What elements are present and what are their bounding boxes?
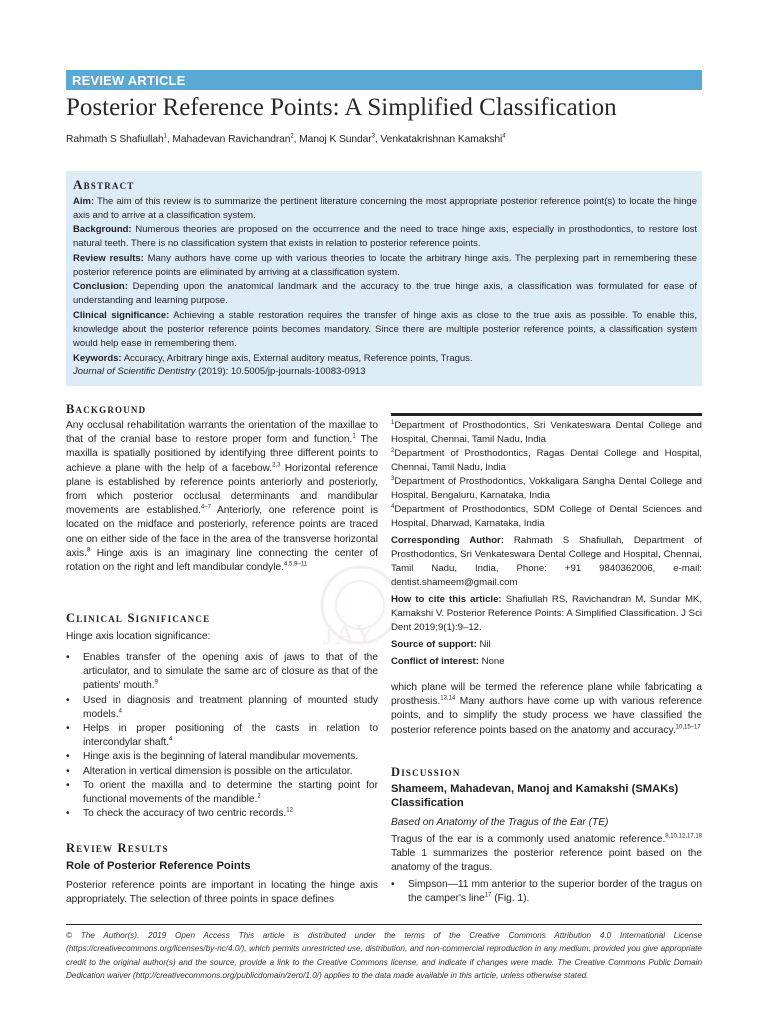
text-run: Table 1 summarizes the posterior reference point based on the anatomy of the tragus. — [391, 848, 702, 874]
journal-name: Journal of Scientific Dentistry — [73, 366, 196, 377]
article-type-label: REVIEW ARTICLE — [72, 73, 186, 88]
journal-citation — [73, 366, 366, 377]
discussion-paragraph — [391, 833, 702, 876]
abstract-review-results — [73, 252, 697, 280]
list-item-text: To check the accuracy of two centric records. — [83, 808, 287, 820]
abstract-review-label: Review results: — [73, 253, 144, 264]
list-item — [66, 779, 378, 807]
abstract-clinical-label: Clinical significance: — [73, 310, 170, 321]
abstract-conclusion-label: Conclusion: — [73, 281, 128, 292]
corresponding-author-text: Rahmath S Shafiullah, Department of Prosthodontics, Sri Venkateswara Dental College and Hospital, Chennai, Tamil Nadu, India, Phone: +91 9840362006, e-mail: dentist.shameem@gmail.com — [391, 535, 702, 588]
list-item — [66, 765, 378, 779]
clinical-bullet-list — [66, 651, 378, 821]
list-item-text: Simpson—11 mm anterior to the superior border of the tragus on the camper's line — [408, 879, 702, 905]
keywords-text: Accuracy, Arbitrary hinge axis, External auditory meatus, Reference points, Tragus. — [121, 353, 473, 364]
list-item — [66, 750, 378, 764]
text-run: Many authors have come up with various reference points, and to simplify the study process we have classified the posterior reference points based on the anatomy and accuracy. — [391, 696, 702, 736]
affiliation-marker: 1 — [391, 419, 395, 426]
affiliation-text: Department of Prosthodontics, SDM College of Dental Sciences and Hospital, Dharwad, Karnataka, India — [391, 504, 702, 529]
abstract-review-text: Many authors have come up with various theories to locate the arbitrary hinge axis. The perplexing part in remembering these posterior reference points are eliminated by arriving at a classification system. — [73, 253, 697, 278]
footer-divider — [66, 924, 702, 925]
how-to-cite-label: How to cite this article: — [391, 594, 502, 605]
reference-marker: 2,3 — [272, 462, 281, 469]
affiliation-divider — [391, 413, 702, 416]
affiliation-item — [391, 447, 702, 475]
author-name: Mahadevan Ravichandran — [172, 134, 291, 145]
affiliations-block — [391, 419, 702, 669]
text-run: The maxilla is spatially positioned by identifying three different points to achieve a plane with the help of a facebow. — [66, 434, 378, 474]
list-item — [391, 878, 702, 906]
source-of-support-label: Source of support: — [391, 639, 477, 650]
corresponding-author — [391, 534, 702, 590]
how-to-cite-text: Shafiullah RS, Ravichandran M, Sundar MK, Kamakshi V. Posterior Reference Points: A Simplified Classification. J Sci Dent 2019;9(1):9–12. — [391, 594, 702, 633]
affiliation-marker: 3 — [391, 475, 395, 482]
abstract-aim-text: The aim of this review is to summarize the pertinent literature concerning the most appropriate posterior reference point(s) to locate the hinge axis and to arrive at a classification system. — [73, 196, 697, 221]
license-notice: © The Author(s). 2019 Open Access This article is distributed under the terms of the Creative Commons Attribution 4.0 International License (https://creativecommons.org/licenses/by-nc/4.0/), which permits unrestricted use, distribution, and non-commercial reproduction in any medium, provided you give appropriate credit to the original author(s) and the source, provide a link to the Creative Commons license, and indicate if changes were made. The Creative Commons Public Domain Dedication waiver (http://creativecommons.org/publicdomain/zero/1.0/) applies to the data made available in this article, unless otherwise stated. — [66, 931, 702, 981]
discussion-heading: Discussion — [391, 765, 461, 779]
list-item — [66, 651, 378, 694]
review-results-paragraph: Posterior reference points are important in locating the hinge axis appropriately. The selection of three points in space defines — [66, 880, 378, 906]
affiliation-item — [391, 503, 702, 531]
author-list: Rahmath S Shafiullah$^1$, Mahadevan Ravichandran$^2$, Manoj K Sundar$^3$, Venkatakrishnan Kamakshi$^4$ — [66, 133, 506, 145]
background-heading: Background — [66, 402, 147, 416]
source-of-support — [391, 638, 702, 652]
source-of-support-text: Nil — [476, 639, 491, 650]
conflict-of-interest-label: Conflict of interest: — [391, 656, 479, 667]
abstract-aim — [73, 195, 697, 223]
review-continuation-paragraph — [391, 681, 702, 738]
background-paragraph — [66, 419, 378, 575]
conflict-of-interest-text: None — [478, 656, 505, 667]
reference-marker: 9 — [154, 680, 158, 687]
abstract-box — [66, 171, 702, 386]
affiliation-item — [391, 475, 702, 503]
abstract-keywords — [73, 352, 697, 366]
keywords-label: Keywords: — [73, 353, 122, 364]
list-item — [66, 807, 378, 821]
reference-marker: 13,14 — [440, 695, 456, 702]
article-title: Posterior Reference Points: A Simplified Classification — [66, 94, 617, 121]
discussion-bullet-list — [391, 878, 702, 906]
text-run: Hinge axis is an imaginary line connecting the center of rotation on the right and left mandibular condyle. — [66, 547, 378, 574]
list-item-text: Used in diagnosis and treatment planning of mounted study models. — [83, 694, 378, 720]
author-affiliation-marker: 4 — [502, 133, 506, 140]
clinical-intro: Hinge axis location significance: — [66, 631, 211, 642]
author-name: Manoj K Sundar — [299, 134, 372, 145]
author-name: Venkatakrishnan Kamakshi — [380, 134, 503, 145]
affiliation-marker: 4 — [391, 503, 395, 510]
reference-marker: 2 — [257, 793, 261, 800]
abstract-conclusion — [73, 280, 697, 308]
author-affiliation-marker: 2 — [290, 133, 294, 140]
abstract-heading: Abstract — [73, 177, 135, 192]
abstract-background-label: Background: — [73, 224, 132, 235]
text-run: Tragus of the ear is a commonly used anatomic reference. — [391, 834, 666, 845]
affiliation-marker: 2 — [391, 447, 395, 454]
list-item-text: Alteration in vertical dimension is possible on the articulator. — [83, 765, 353, 777]
affiliation-text: Department of Prosthodontics, Sri Venkateswara Dental College and Hospital, Chennai, Tamil Nadu, India — [391, 420, 702, 445]
author-affiliation-marker: 1 — [163, 133, 167, 140]
list-item-text: Enables transfer of the opening axis of jaws to that of the articulator, and to simulate the same arc of closure as that of the patients' mouth. — [83, 652, 378, 692]
list-item-text: To orient the maxilla and to determine the starting point for functional movements of the mandible. — [83, 779, 378, 806]
text-run: Anteriorly, one reference point is located on the midface and posteriorly, reference points are traced one on either side of the face in the area of the transverse horizontal axis. — [66, 505, 378, 559]
text-run: Horizontal reference plane is established by reference points anteriorly and posteriorly, from which posterior occlusal determinants and mandibular movements are established. — [66, 462, 378, 517]
list-item-text: Hinge axis is the beginning of lateral mandibular movements. — [83, 751, 359, 763]
review-results-subheading: Role of Posterior Reference Points — [66, 860, 251, 872]
reference-marker: 4 — [118, 708, 123, 715]
affiliation-text: Department of Prosthodontics, Vokkaligara Sangha Dental College and Hospital, Bengaluru, Karnataka, India — [391, 476, 702, 501]
clinical-significance-heading: Clinical Significance — [66, 611, 211, 625]
how-to-cite — [391, 593, 702, 635]
list-item-text: (Fig. 1). — [491, 893, 530, 905]
discussion-subheading: Shameem, Mahadevan, Manoj and Kamakshi (SMAKs) Classification — [391, 783, 679, 809]
reference-marker: 17 — [484, 892, 492, 899]
reference-marker: 4–7 — [200, 504, 211, 511]
article-type-banner — [66, 70, 702, 90]
journal-doi: (2019): 10.5005/jp-journals-10083-0913 — [195, 366, 366, 377]
corresponding-author-label: Corresponding Author: — [391, 535, 504, 546]
author-affiliation-marker: 3 — [371, 133, 375, 140]
abstract-background-text: Numerous theories are proposed on the occurrence and the need to trace hinge axis, especially in prosthodontics, to restore lost natural teeth. There is no classification system that exists in relation to posterior reference points. — [73, 224, 697, 249]
discussion-italic-subheading: Based on Anatomy of the Tragus of the Ear (TE) — [391, 817, 609, 828]
conflict-of-interest — [391, 655, 702, 669]
author-name: Rahmath S Shafiullah — [66, 134, 164, 145]
text-run: which plane will be termed the reference plane while fabricating a prosthesis. — [391, 682, 702, 708]
reference-marker: 4,5,9–11 — [284, 561, 307, 568]
reference-marker: 4 — [169, 736, 173, 743]
reference-marker: 8 — [86, 547, 91, 554]
review-results-heading: Review Results — [66, 841, 169, 855]
abstract-clinical-significance — [73, 309, 697, 351]
list-item-text: Helps in proper positioning of the casts in relation to intercondylar shaft. — [83, 723, 378, 749]
list-item — [66, 694, 378, 722]
text-run: Any occlusal rehabilitation warrants the orientation of the maxillae to that of the cranial base to restore proper form and function. — [66, 420, 378, 446]
reference-marker: 8,10,12,17,18 — [665, 833, 702, 840]
reference-marker: 1 — [352, 433, 356, 440]
reference-marker: 10,15–17 — [675, 724, 701, 731]
abstract-background — [73, 223, 697, 251]
list-item — [66, 722, 378, 750]
abstract-conclusion-text: Depending upon the anatomical landmark and the accuracy to the true hinge axis, a classification was formulated for ease of understanding and learning purpose. — [73, 281, 697, 306]
abstract-clinical-text: Achieving a stable restoration requires the transfer of hinge axis as close to the true axis as possible. To enable this, knowledge about the posterior reference points becomes mandatory. Since there are multiple posterior reference points, a classification system would help ease in remembering them. — [73, 310, 697, 349]
watermark-text: JAY — [322, 620, 377, 651]
affiliation-text: Department of Prosthodontics, Ragas Dental College and Hospital, Chennai, Tamil Nadu, India — [391, 448, 702, 473]
reference-marker: 12 — [286, 807, 293, 814]
affiliation-item — [391, 419, 702, 447]
abstract-aim-label: Aim: — [73, 196, 95, 207]
